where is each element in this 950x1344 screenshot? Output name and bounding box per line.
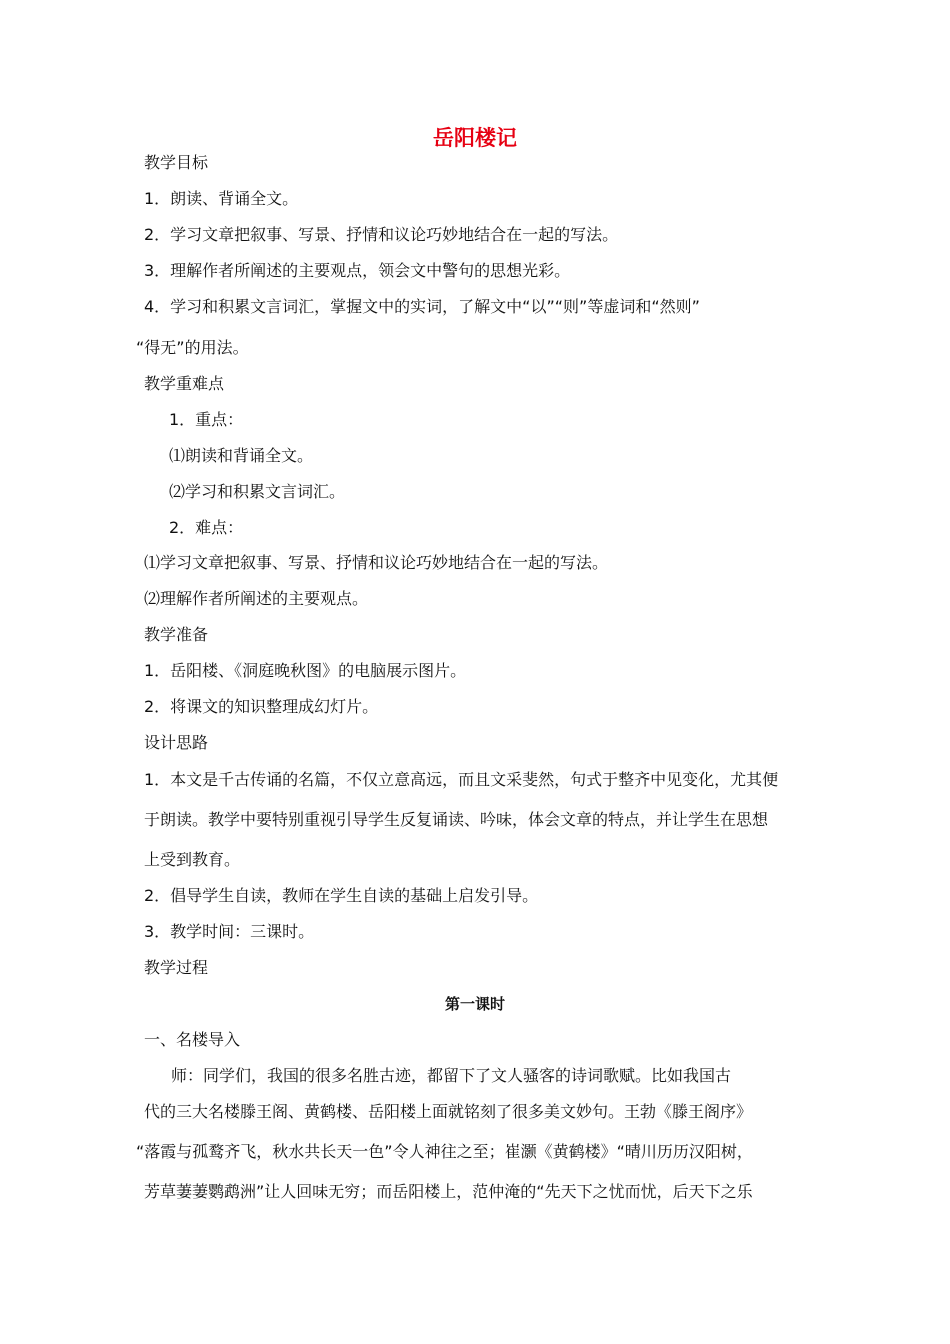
section-heading-goals: 教学目标 bbox=[144, 153, 209, 172]
preparation-item: 2．将课文的知识整理成幻灯片。 bbox=[144, 697, 379, 716]
section-heading-process: 教学过程 bbox=[144, 958, 209, 977]
design-item: 2．倡导学生自读，教师在学生自读的基础上启发引导。 bbox=[144, 886, 539, 905]
difficulty-item: ⑵理解作者所阐述的主要观点。 bbox=[144, 589, 369, 608]
design-paragraph-line: 上受到教育。 bbox=[144, 850, 241, 869]
section-heading-design: 设计思路 bbox=[144, 733, 209, 752]
design-item: 3．教学时间：三课时。 bbox=[144, 922, 315, 941]
lesson-heading: 第一课时 bbox=[444, 995, 505, 1013]
key-point-item: ⑵学习和积累文言词汇。 bbox=[169, 482, 346, 501]
difficulty-label: 2．难点： bbox=[169, 518, 244, 537]
document-title: 岳阳楼记 bbox=[433, 126, 517, 150]
intro-paragraph-line: 代的三大名楼滕王阁、黄鹤楼、岳阳楼上面就铭刻了很多美文妙句。王勃《滕王阁序》 bbox=[144, 1102, 753, 1121]
intro-paragraph-line: 芳草萋萋鹦鹉洲”让人回味无穷；而岳阳楼上，范仲淹的“先天下之忧而忧，后天下之乐 bbox=[144, 1182, 753, 1201]
goal-item: 3．理解作者所阐述的主要观点，领会文中警句的思想光彩。 bbox=[144, 261, 571, 280]
key-point-label: 1．重点： bbox=[169, 410, 244, 429]
goal-item: 1．朗读、背诵全文。 bbox=[144, 189, 299, 208]
goal-item-continued: “得无”的用法。 bbox=[136, 338, 249, 357]
design-paragraph-line: 1．本文是千古传诵的名篇，不仅立意高远，而且文采斐然，句式于整齐中见变化，尤其便 bbox=[144, 770, 779, 789]
difficulty-item: ⑴学习文章把叙事、写景、抒情和议论巧妙地结合在一起的写法。 bbox=[144, 553, 609, 572]
step-heading: 一、名楼导入 bbox=[144, 1030, 241, 1049]
goal-item: 4．学习和积累文言词汇，掌握文中的实词，了解文中“以”“则”等虚词和“然则” bbox=[144, 297, 700, 316]
section-heading-preparation: 教学准备 bbox=[144, 625, 209, 644]
intro-paragraph-line: “落霞与孤鹜齐飞，秋水共长天一色”令人神往之至；崔灏《黄鹤楼》“晴川历历汉阳树， bbox=[136, 1142, 753, 1161]
section-heading-key-points: 教学重难点 bbox=[144, 374, 225, 393]
intro-paragraph-line: 师：同学们，我国的很多名胜古迹，都留下了文人骚客的诗词歌赋。比如我国古 bbox=[171, 1066, 732, 1085]
goal-item: 2．学习文章把叙事、写景、抒情和议论巧妙地结合在一起的写法。 bbox=[144, 225, 619, 244]
design-paragraph-line: 于朗读。教学中要特别重视引导学生反复诵读、吟味，体会文章的特点，并让学生在思想 bbox=[144, 810, 769, 829]
key-point-item: ⑴朗读和背诵全文。 bbox=[169, 446, 314, 465]
preparation-item: 1．岳阳楼、《洞庭晚秋图》的电脑展示图片。 bbox=[144, 661, 467, 680]
